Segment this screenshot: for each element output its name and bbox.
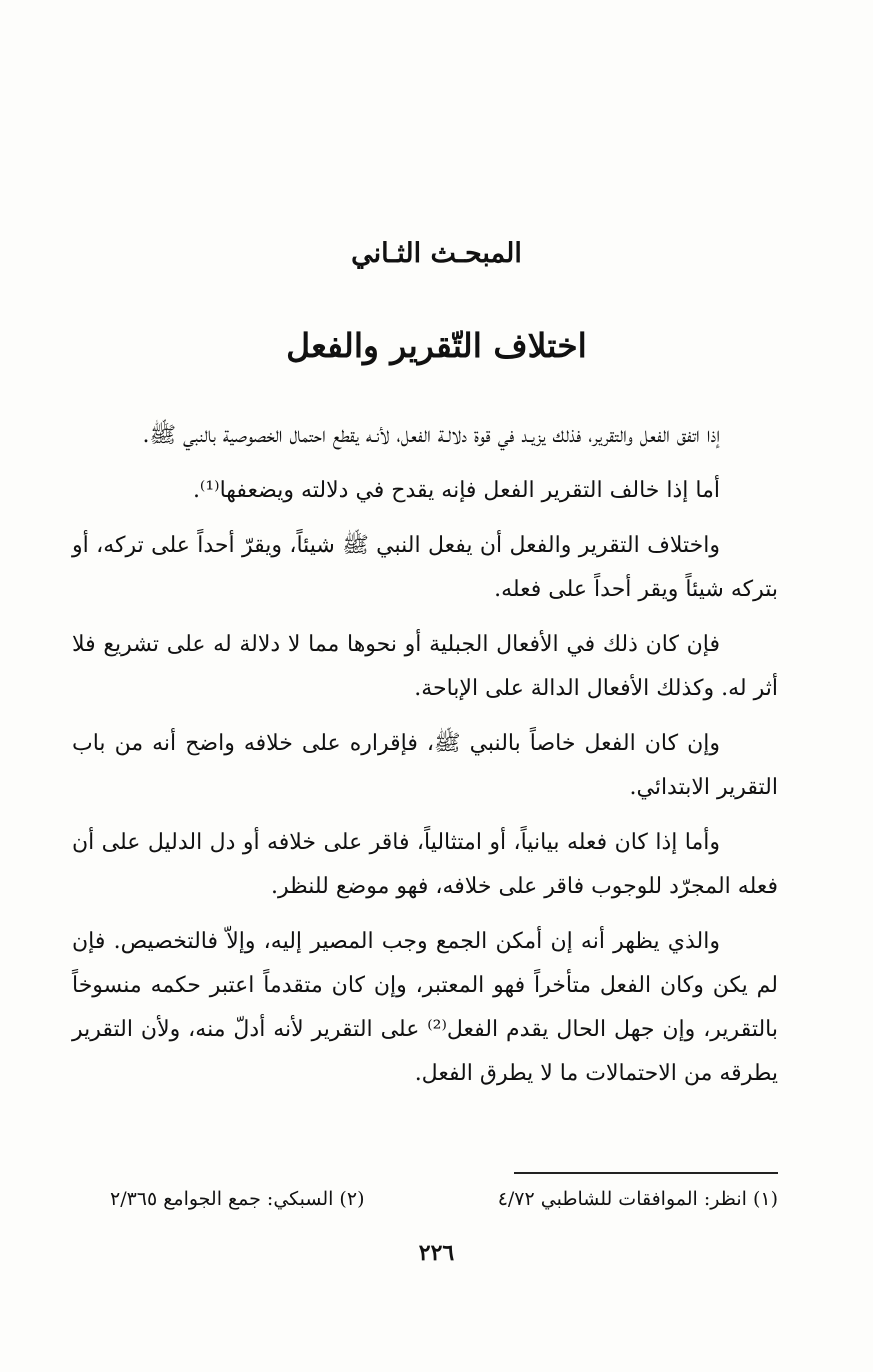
paragraph: واختلاف التقرير والفعل أن يفعل النبي ﷺ شيئاً، ويقرّ أحداً على تركه، أو بتركه شيئاً ويقر أحداً على فعله. [72,533,778,602]
footnotes [110,1188,778,1210]
paragraph: إذا اتفق الفعل والتقرير، فذلك يزيـد في قوة دلالـة الفعل، لأنـه يقطع احتمال الخصوصية بالنبي ﷺ. [142,423,720,448]
section-heading: المبحـث الثـاني [351,238,522,269]
footnote-divider [514,1172,778,1174]
paragraph: وأما إذا كان فعله بيانياً، أو امتثالياً، فاقر على خلافه أو دل الدليل على أن فعله المجرّد للوجوب فاقر على خلافه، فهو موضع للنظر. [72,830,778,899]
paragraph: فإن كان ذلك في الأفعال الجبلية أو نحوها مما لا دلالة له على تشريع فلا أثر له. وكذلك الأفعال الدالة على الإباحة. [72,632,778,701]
paragraph: وإن كان الفعل خاصاً بالنبي ﷺ، فإقراره على خلافه واضح أنه من باب التقرير الابتدائي. [72,731,778,800]
paragraph: أما إذا خالف التقرير الفعل فإنه يقدح في دلالته ويضعفها⁽¹⁾. [192,478,720,503]
page-number: ٢٢٦ [418,1240,455,1266]
chapter-title: اختلاف التّقرير والفعل [286,326,587,365]
body-text [72,414,778,1107]
footnote-1: (١) انظر: الموافقات للشاطبي ٤/٧٢ [497,1188,778,1210]
footnote-2: (٢) السبكي: جمع الجوامع ٢/٣٦٥ [110,1188,365,1210]
paragraph: والذي يظهر أنه إن أمكن الجمع وجب المصير إليه، وإلاّ فالتخصيص. فإن لم يكن وكان الفعل متأخراً فهو المعتبر، وإن كان متقدماً اعتبر حكمه منسوخاً بالتقرير، وإن جهل الحال يقدم الفعل⁽²⁾ على التقرير لأنه أدلّ منه، ولأن التقرير يطرقه من الاحتمالات ما لا يطرق الفعل. [72,929,778,1086]
